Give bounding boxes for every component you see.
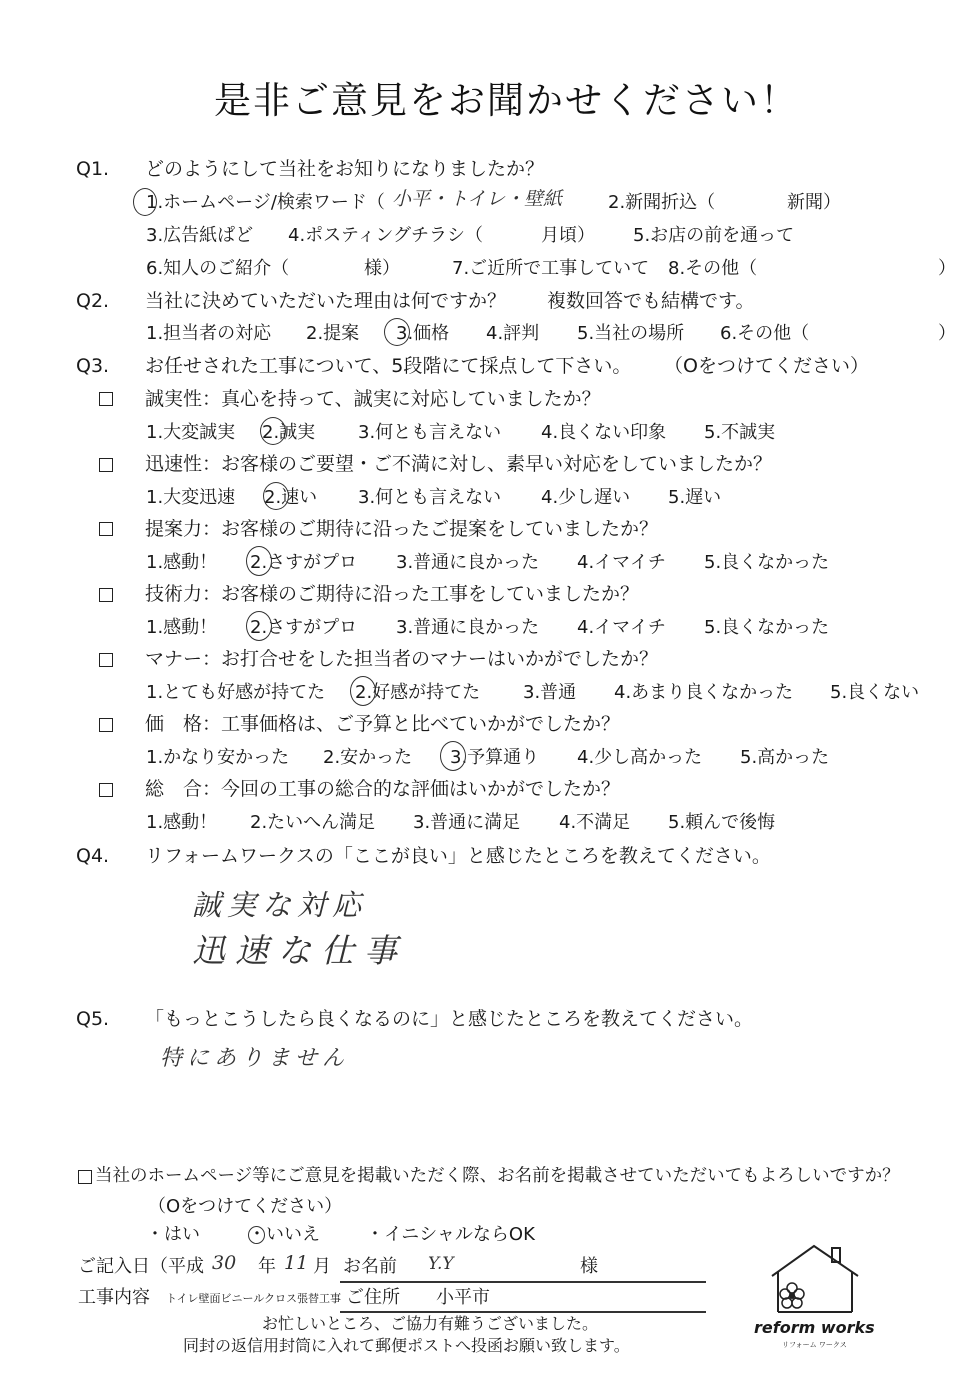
q1-label: Q1. — [76, 158, 110, 180]
q3-item-circle-mark — [260, 417, 286, 445]
q3-question: お任せされた工事について、5段階にて採点して下さい。 — [145, 355, 632, 377]
reform-works-logo — [756, 1240, 876, 1360]
work-value: トイレ壁面ビニールクロス張替工事 — [166, 1292, 342, 1305]
q3-item-checkbox[interactable] — [99, 458, 113, 475]
q3-item-question: 総 合：今回の工事の総合的な評価はいかがでしたか？ — [145, 778, 621, 800]
q1-opt6-end: 様） — [364, 258, 400, 279]
q3-item-option[interactable]: 3.普通に良かった — [396, 617, 540, 638]
q3-item-option[interactable]: 5.良くなかった — [704, 552, 830, 573]
q4-label: Q4. — [76, 845, 110, 867]
name-label: お名前 — [343, 1256, 397, 1277]
q1-opt3[interactable]: 3.広告紙ぱど — [146, 225, 254, 246]
name-field[interactable]: Y.Y — [428, 1254, 454, 1274]
house-icon — [756, 1240, 876, 1320]
q1-opt4[interactable]: 4.ポスティングチラシ（ — [288, 225, 484, 246]
q3-item-option[interactable]: 4.少し遅い — [541, 487, 631, 508]
q3-item-option[interactable]: 2.好感が持てた — [355, 682, 481, 703]
q3-item-circle-mark — [263, 482, 289, 510]
q3-item-option[interactable]: 2.たいへん満足 — [250, 812, 376, 833]
q4-answer-line-1: 誠実な対応 — [192, 888, 368, 922]
q2-opt4[interactable]: 4.評判 — [486, 323, 540, 344]
q2-opt5[interactable]: 5.当社の場所 — [577, 323, 685, 344]
q2-opt3[interactable]: 3.価格 — [396, 323, 450, 344]
q2-opt1[interactable]: 1.担当者の対応 — [146, 323, 272, 344]
q2-opt6-end: ） — [938, 323, 956, 344]
q1-opt1[interactable]: 1.ホームページ/検索ワード（ — [146, 192, 385, 213]
date-month-unit: 月 — [313, 1256, 331, 1277]
q3-item-question: 迅速性：お客様のご要望・ご不満に対し、素早い対応をしていましたか？ — [145, 453, 773, 475]
q3-item-checkbox[interactable] — [99, 653, 113, 670]
return-instruction: 同封の返信用封筒に入れて郵便ポストへ投函お願い致します。 — [183, 1336, 630, 1355]
q3-label: Q3. — [76, 355, 110, 377]
q3-item-checkbox[interactable] — [99, 588, 113, 605]
q3-item-option[interactable]: 3.何とも言えない — [358, 422, 502, 443]
q3-item-option[interactable]: 2.さすがプロ — [250, 552, 358, 573]
page-title: 是非ご意見をお聞かせください！ — [214, 79, 799, 122]
q3-item-question: 価 格：工事価格は、ご予算と比べていかがでしたか？ — [145, 713, 621, 735]
q3-item-circle-mark — [350, 676, 376, 706]
q5-question: 「もっとこうしたら良くなるのに」と感じたところを教えてください。 — [145, 1008, 754, 1030]
consent-initial-option[interactable]: ・イニシャルならOK — [366, 1224, 535, 1245]
thanks-message: お忙しいところ、ご協力有難うございました。 — [262, 1314, 599, 1333]
q3-item-option[interactable]: 4.イマイチ — [577, 617, 666, 638]
q3-item-question: 技術力：お客様のご期待に沿った工事をしていましたか？ — [145, 583, 640, 605]
logo-kana: リフォーム ワークス — [782, 1341, 847, 1349]
q3-item-option[interactable]: 5.良くない — [830, 682, 920, 703]
q3-item-option[interactable]: 1.感動！ — [146, 552, 218, 573]
q2-opt2[interactable]: 2.提案 — [306, 323, 360, 344]
q3-item-option[interactable]: 2.さすがプロ — [250, 617, 358, 638]
consent-no-option[interactable]: ・いいえ — [248, 1224, 320, 1245]
date-label: ご記入日（平成 — [78, 1256, 204, 1277]
date-year-unit: 年 — [258, 1256, 276, 1277]
logo-wordmark: reform works — [754, 1318, 875, 1337]
q3-item-question: 提案力：お客様のご期待に沿ったご提案をしていましたか？ — [145, 518, 659, 540]
work-label: 工事内容 — [78, 1287, 150, 1308]
q1-opt2[interactable]: 2.新聞折込（ — [608, 192, 716, 213]
q4-question: リフォームワークスの「ここが良い」と感じたところを教えてください。 — [145, 845, 771, 867]
q3-item-option[interactable]: 4.あまり良くなかった — [614, 682, 794, 703]
consent-no-circle-mark — [248, 1226, 265, 1244]
q3-item-option[interactable]: 1.感動！ — [146, 812, 218, 833]
q3-item-circle-mark — [246, 611, 272, 641]
address-field[interactable]: 小平市 — [436, 1287, 490, 1308]
q3-item-option[interactable]: 4.良くない印象 — [541, 422, 667, 443]
q1-opt7[interactable]: 7.ご近所で工事していて — [452, 258, 650, 279]
q3-item-option[interactable]: 1.かなり安かった — [146, 747, 290, 768]
q3-item-option[interactable]: 2.誠実 — [262, 422, 316, 443]
q3-note: （Oをつけてください） — [664, 355, 869, 377]
q2-opt3-circle-mark — [384, 318, 410, 346]
q3-item-option[interactable]: 5.遅い — [668, 487, 722, 508]
consent-note: （Oをつけてください） — [148, 1196, 343, 1217]
q3-item-checkbox[interactable] — [99, 522, 113, 539]
q3-item-question: 誠実性：真心を持って、誠実に対応していましたか？ — [145, 388, 601, 410]
q3-item-option[interactable]: 4.少し高かった — [577, 747, 703, 768]
q2-opt6[interactable]: 6.その他（ — [720, 323, 810, 344]
q3-item-option[interactable]: 3.予算通り — [450, 747, 540, 768]
q3-item-checkbox[interactable] — [99, 718, 113, 735]
q1-opt4-end: 月頃） — [541, 225, 595, 246]
q3-item-circle-mark — [246, 546, 272, 576]
q2-note: 複数回答でも結構です。 — [547, 290, 755, 312]
address-underline — [340, 1311, 706, 1313]
q3-item-option[interactable]: 3.普通に満足 — [413, 812, 521, 833]
q4-answer-line-2: 迅速な仕事 — [192, 931, 407, 970]
q3-item-option[interactable]: 5.頼んで後悔 — [668, 812, 776, 833]
q3-item-option[interactable]: 5.高かった — [740, 747, 830, 768]
q1-opt8-end: ） — [938, 258, 956, 279]
q5-label: Q5. — [76, 1008, 110, 1030]
q3-item-option[interactable]: 1.とても好感が持てた — [146, 682, 326, 703]
q3-item-option[interactable]: 5.不誠実 — [704, 422, 776, 443]
q3-item-option[interactable]: 3.普通に良かった — [396, 552, 540, 573]
q2-question: 当社に決めていただいた理由は何ですか？ — [145, 290, 507, 312]
consent-checkbox[interactable] — [78, 1170, 92, 1187]
q1-opt1-handwritten: 小平・トイレ・壁紙 — [392, 188, 563, 210]
q1-opt6[interactable]: 6.知人のご紹介（ — [146, 258, 290, 279]
q3-item-circle-mark — [440, 741, 466, 771]
q3-item-option[interactable]: 4.不満足 — [559, 812, 631, 833]
name-underline — [340, 1281, 706, 1283]
q3-item-checkbox[interactable] — [99, 392, 113, 409]
q1-opt2-end: 新聞） — [787, 192, 841, 213]
q1-opt8[interactable]: 8.その他（ — [668, 258, 758, 279]
q3-item-option[interactable]: 1.大変迅速 — [146, 487, 236, 508]
q3-item-option[interactable]: 2.速い — [264, 487, 318, 508]
q3-item-option[interactable]: 5.良くなかった — [704, 617, 830, 638]
q3-item-option[interactable]: 3.何とも言えない — [358, 487, 502, 508]
q1-opt1-circle-mark — [133, 188, 157, 216]
consent-yes-option[interactable]: ・はい — [146, 1224, 200, 1245]
q1-opt5[interactable]: 5.お店の前を通って — [633, 225, 795, 246]
q1-question: どのようにして当社をお知りになりましたか？ — [145, 158, 545, 180]
q3-item-question: マナー：お打合せをした担当者のマナーはいかがでしたか？ — [145, 648, 659, 670]
q3-item-checkbox[interactable] — [99, 783, 113, 800]
date-year-field[interactable]: 30 — [212, 1252, 237, 1274]
address-label: ご住所 — [346, 1287, 400, 1308]
q3-item-option[interactable]: 2.安かった — [323, 747, 413, 768]
q3-item-option[interactable]: 4.イマイチ — [577, 552, 666, 573]
date-month-field[interactable]: 11 — [284, 1252, 309, 1274]
consent-question: 当社のホームページ等にご意見を掲載いただく際、お名前を掲載させていただいてもよろしいですか？ — [95, 1166, 900, 1186]
q3-item-option[interactable]: 1.大変誠実 — [146, 422, 236, 443]
q3-item-option[interactable]: 3.普通 — [523, 682, 577, 703]
name-suffix: 様 — [580, 1256, 598, 1277]
q2-label: Q2. — [76, 290, 110, 312]
q5-answer: 特にありません — [160, 1046, 350, 1071]
q3-item-option[interactable]: 1.感動！ — [146, 617, 218, 638]
